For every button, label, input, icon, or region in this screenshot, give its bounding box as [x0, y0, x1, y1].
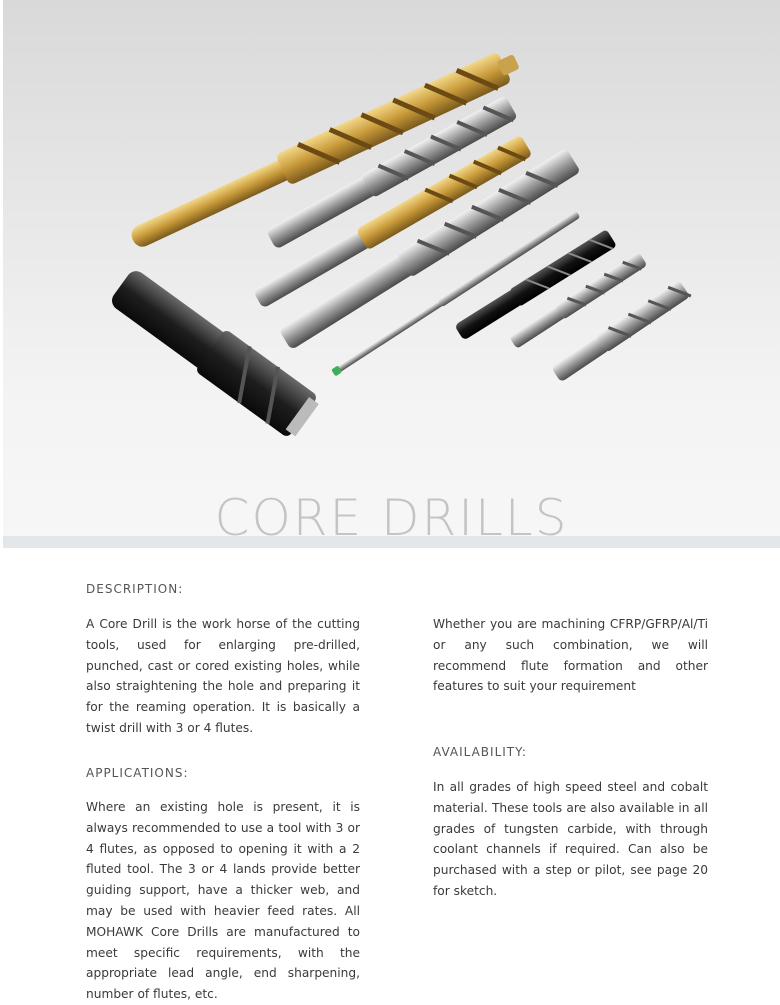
description-text: A Core Drill is the work horse of the cutting tools, used for enlarging pre-drilled, punched, cast or cored existing holes, while also straightening the hole and preparing it for the reaming operation. It is basically a twist drill with 3 or 4 flutes. [86, 617, 360, 735]
applications-text: Where an existing hole is present, it is always recommended to use a tool with 3 or 4 flutes, as opposed to opening it with a 2 fluted tool. The 3 or 4 lands provide better guiding support, have a thicker web, and may be used with heavier feed rates. All MOHAWK Core Drills are manufactured to meet specific requirements, with the appropriate lead angle, end sharpening, number of flutes, etc. [86, 800, 360, 1002]
availability-heading: AVAILABILITY: [433, 745, 527, 759]
page-title: CORE DRILLS [214, 489, 569, 547]
drill-assortment-illustration [3, 0, 780, 546]
materials-text: Whether you are machining CFRP/GFRP/Al/Ti or any such combination, we will recommend flute formation and other features to suit your requirement [433, 617, 708, 694]
availability-text: In all grades of high speed steel and cobalt material. These tools are also available in all grades of tungsten carbide, with through coolant channels if required. Can also be purchased with a step or pilot, see page 20 for sketch. [433, 780, 708, 898]
description-heading: DESCRIPTION: [86, 582, 184, 596]
step-steel-drill [550, 279, 691, 383]
applications-heading: APPLICATIONS: [86, 766, 189, 780]
hero-photo [3, 0, 780, 546]
